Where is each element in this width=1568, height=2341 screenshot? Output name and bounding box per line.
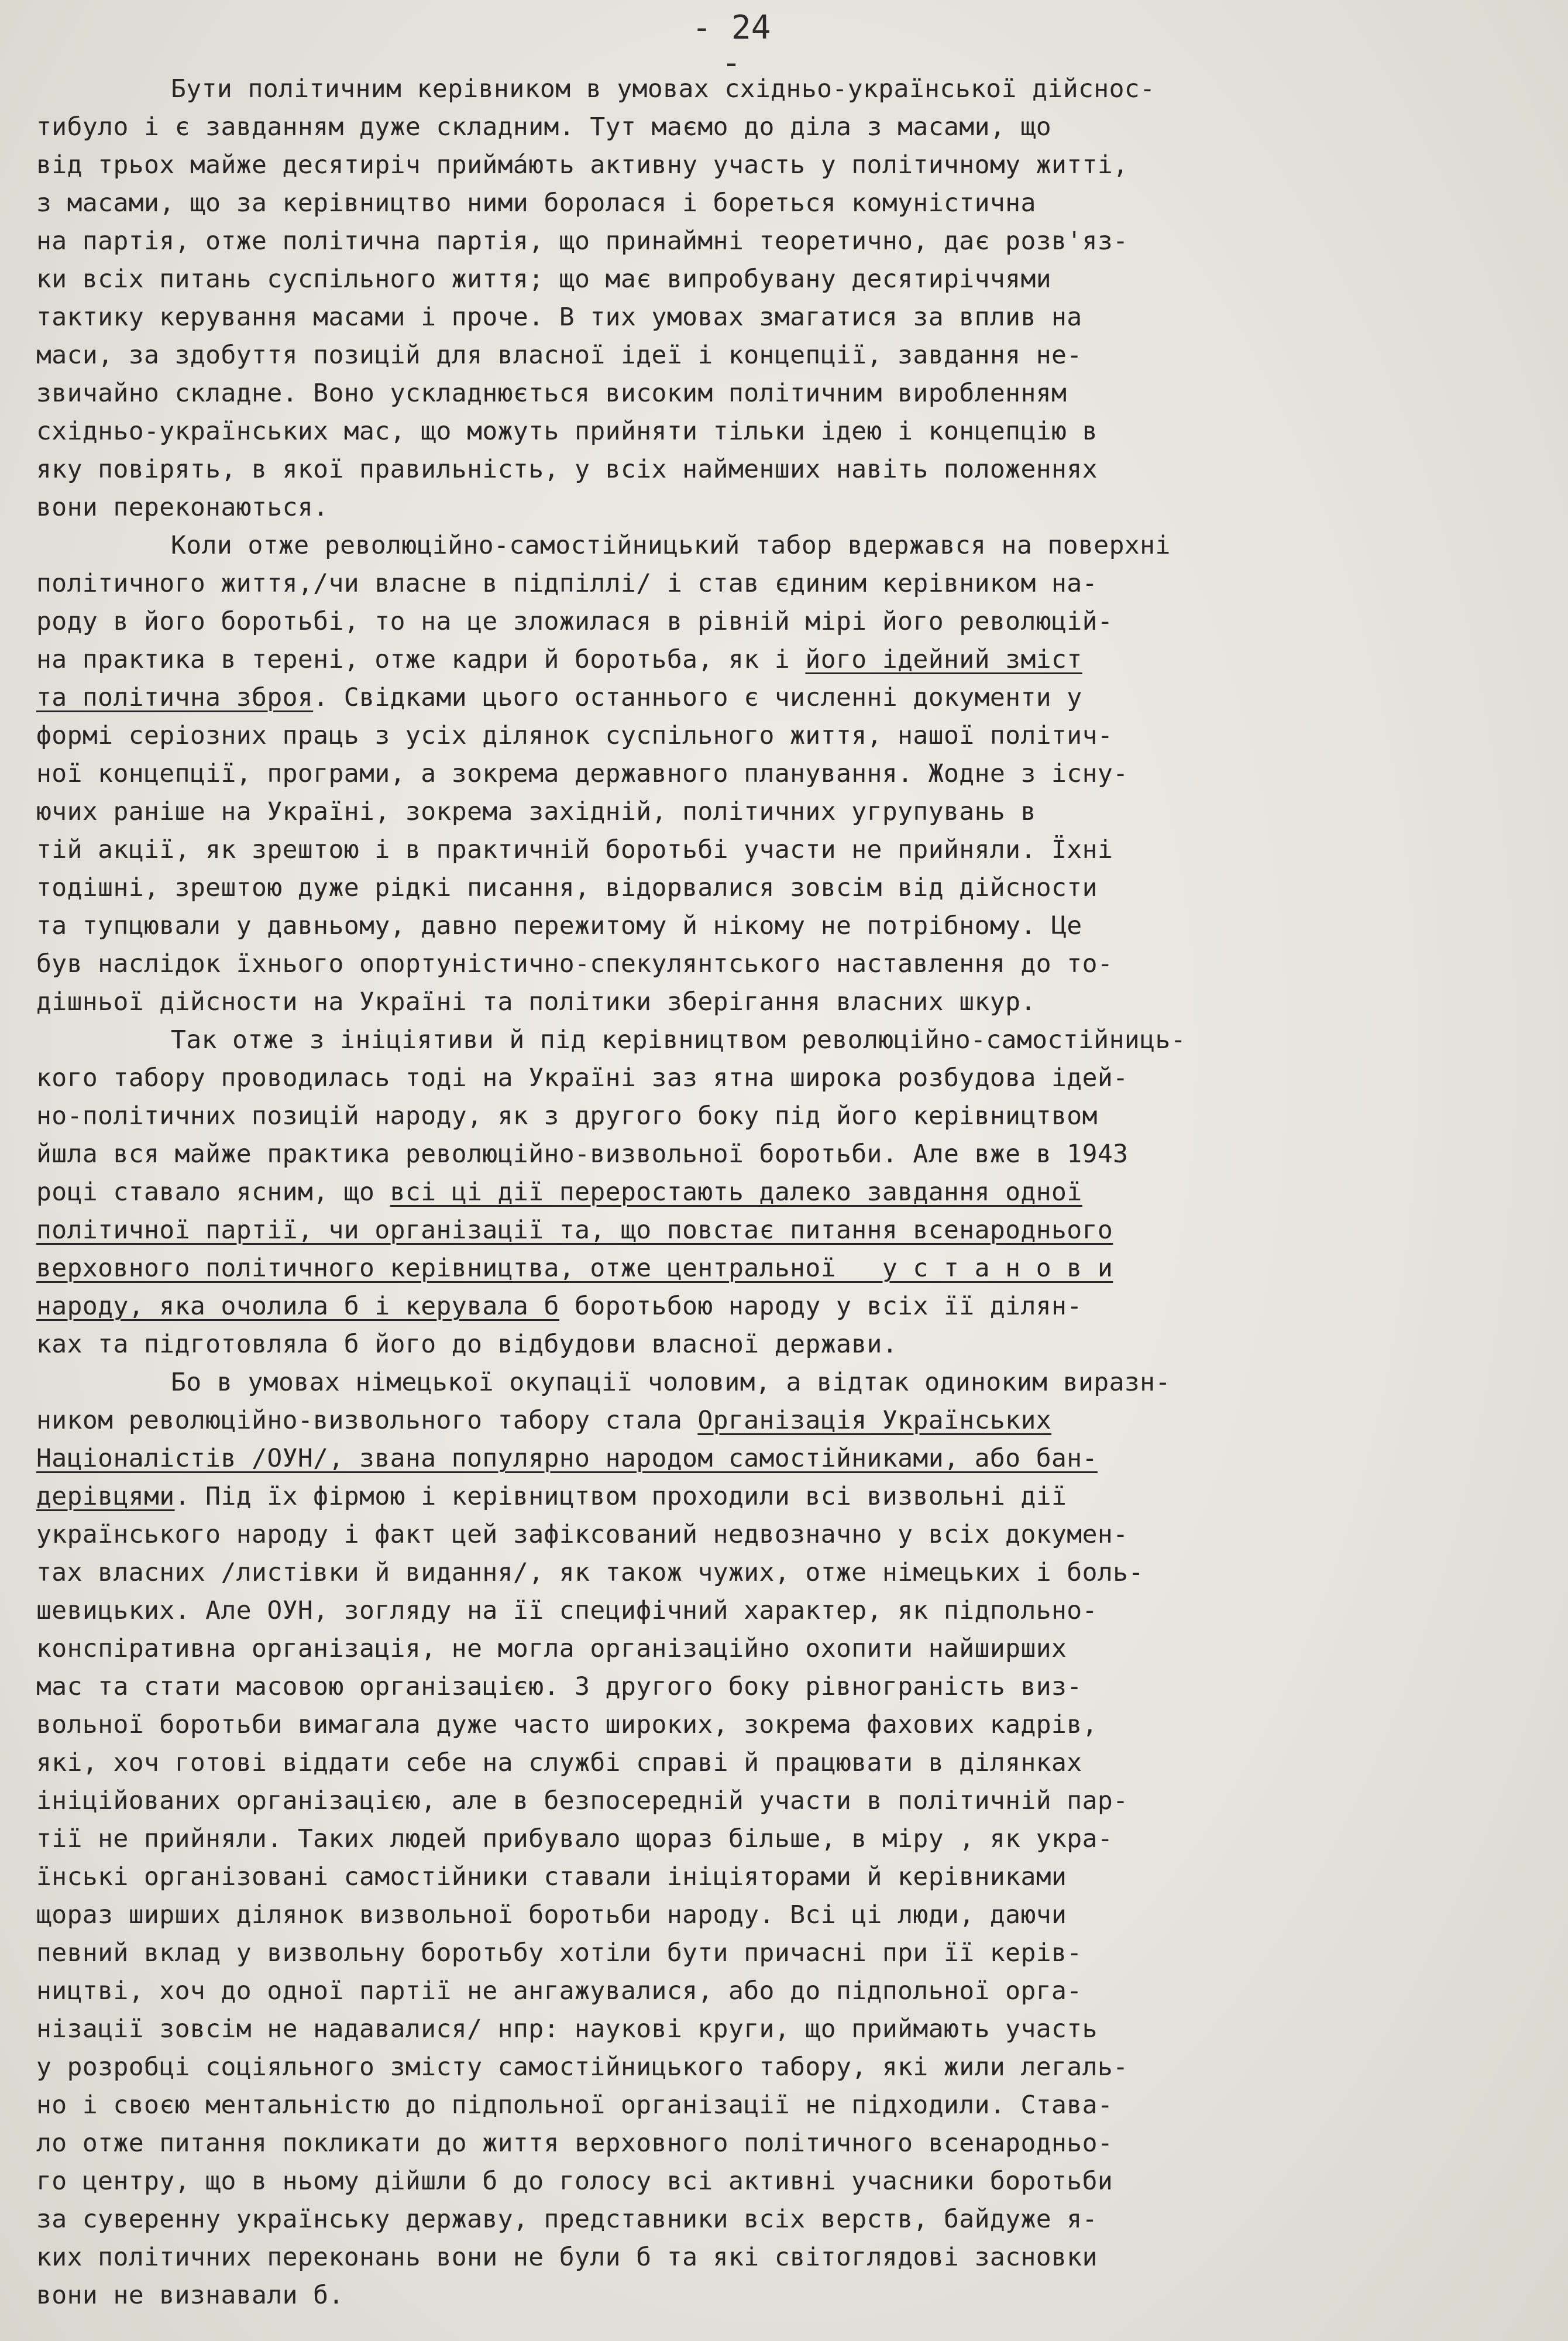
line-text: го центру, що в ньому дійшли б до голосу всі активні учасники боротьби (36, 2167, 1113, 2196)
text-line (36, 451, 1487, 489)
line-text: на партія, отже політична партія, що принаймні теоретично, дає розв'яз- (36, 226, 1129, 256)
line-text: певний вклад у визвольну боротьбу хотіли бути причасні при її керів- (36, 1938, 1082, 1968)
line-text: ючих раніше на Україні, зокрема західній, політичних угрупувань в (36, 797, 1036, 826)
text-line (36, 1097, 1487, 1135)
line-text: ником революційно-визвольного табору стала (36, 1406, 698, 1435)
text-line (36, 1478, 1487, 1516)
line-text: був наслідок їхнього опортуністично-спекулянтського наставлення до то- (36, 949, 1113, 979)
line-text: шевицьких. Але ОУН, зогляду на її специфічний характер, як підпольно- (36, 1596, 1098, 1625)
line-text: Коли отже революційно-самостійницький табор вдержався на поверхні (171, 531, 1171, 560)
text-line (36, 337, 1487, 375)
text-line (36, 1021, 1487, 1059)
text-line (36, 1516, 1487, 1554)
text-line (36, 679, 1487, 717)
line-text: нізації зовсім не надавалися/ нпр: наукові круги, що приймають участь (36, 2014, 1098, 2044)
text-line (36, 983, 1487, 1021)
text-line (36, 2162, 1487, 2201)
text-line (36, 793, 1487, 831)
text-line (36, 375, 1487, 413)
text-line (36, 1288, 1487, 1326)
text-line (36, 1135, 1487, 1173)
line-text: ної концепції, програми, а зокрема державного планування. Жодне з існу- (36, 759, 1129, 788)
underlined-text: Націоналістів /ОУН/, звана популярно народом самостійниками, або бан- (36, 1444, 1098, 1473)
line-text: вони переконаються. (36, 493, 329, 522)
line-text: тій акції, як зрештою і в практичній боротьбі участи не прийняли. Їхні (36, 835, 1113, 864)
text-line (36, 260, 1487, 298)
text-line (36, 2124, 1487, 2162)
line-text: конспіративна організація, не могла організаційно охопити найширших (36, 1634, 1067, 1663)
text-line (36, 1364, 1487, 1402)
line-text: кого табору проводилась тоді на Україні заз ятна широка розбудова ідей- (36, 1063, 1129, 1093)
text-line (36, 1706, 1487, 1744)
text-line (36, 2201, 1487, 2239)
line-text: формі серіозних праць з усіх ділянок суспільного життя, нашої політич- (36, 721, 1113, 750)
text-line (36, 70, 1487, 108)
line-text-tail: боротьбою народу у всіх її ділян- (559, 1292, 1082, 1321)
text-line (36, 222, 1487, 260)
line-text: йшла вся майже практика революційно-визвольної боротьби. Але вже в 1943 (36, 1139, 1129, 1169)
line-text: українського народу і факт цей зафіксований недвозначно у всіх докумен- (36, 1520, 1129, 1549)
text-line (36, 413, 1487, 451)
line-text: тії не прийняли. Таких людей прибувало щораз більше, в міру , як укра- (36, 1824, 1113, 1853)
line-text: ініційованих організацією, але в безпосередній участи в політичній пар- (36, 1786, 1129, 1815)
line-text: дішньої дійсности на Україні та політики зберігання власних шкур. (36, 987, 1036, 1017)
text-line (36, 831, 1487, 869)
line-text: від трьох майже десятиріч прийма́ють активну участь у політичному житті, (36, 150, 1129, 180)
underlined-text: всі ці дії переростають далеко завдання одної (390, 1178, 1082, 1207)
line-text: тибуло і є завданням дуже складним. Тут маємо до діла з масами, що (36, 112, 1052, 142)
text-line (36, 603, 1487, 641)
line-text: ких політичних переконань вони не були б та які світоглядові засновки (36, 2243, 1098, 2272)
text-line (36, 1896, 1487, 1934)
text-line (36, 2239, 1487, 2277)
text-line (36, 1211, 1487, 1250)
line-text: ках та підготовляла б його до відбудови власної держави. (36, 1330, 898, 1359)
underlined-text: та політична зброя (36, 683, 314, 712)
line-text: за суверенну українську державу, представники всіх верств, байдуже я- (36, 2205, 1098, 2234)
line-text: з масами, що за керівництво ними боролася і бореться комуністична (36, 188, 1036, 218)
text-line (36, 489, 1487, 527)
text-line (36, 1173, 1487, 1211)
text-line (36, 565, 1487, 603)
line-text: но і своєю ментальністю до підпольної організації не підходили. Става- (36, 2091, 1113, 2120)
text-line (36, 2277, 1487, 2315)
text-line (36, 1934, 1487, 1972)
line-text-tail: . Під їх фірмою і керівництвом проходили всі визвольні дії (174, 1482, 1067, 1511)
text-line (36, 108, 1487, 146)
line-text: їнські організовані самостійники ставали ініціяторами й керівниками (36, 1862, 1067, 1892)
line-text: ництві, хоч до одної партії не ангажувалися, або до підпольної орга- (36, 1976, 1082, 2006)
underlined-text: верховного політичного керівництва, отже центральної у с т а н о в и (36, 1254, 1113, 1283)
text-line (36, 146, 1487, 184)
line-text: у розробці соціяльного змісту самостійницького табору, які жили легаль- (36, 2052, 1129, 2082)
line-text: вольної боротьби вимагала дуже часто широких, зокрема фахових кадрів, (36, 1710, 1098, 1739)
text-line (36, 1440, 1487, 1478)
line-text: Бо в умовах німецької окупації чоловим, а відтак одиноким виразн- (171, 1368, 1171, 1397)
line-text: маси, за здобуття позицій для власної ідеї і концепції, завдання не- (36, 341, 1082, 370)
line-text: Так отже з ініціятиви й під керівництвом революційно-самостійниць- (171, 1025, 1187, 1055)
line-text: тодішні, зрештою дуже рідкі писання, відорвалися зовсім від дійсности (36, 873, 1098, 902)
text-line (36, 869, 1487, 907)
underlined-text: дерівцями (36, 1482, 175, 1511)
line-text: звичайно складне. Воно ускладнюється високим політичним виробленням (36, 379, 1067, 408)
text-line (36, 641, 1487, 679)
text-line (36, 1668, 1487, 1706)
line-text: ло отже питання покликати до життя верховного політичного всенародньо- (36, 2129, 1113, 2158)
line-text: Бути політичним керівником в умовах східньо-української дійснос- (171, 74, 1156, 104)
text-line (36, 1592, 1487, 1630)
page-number: - 24 - (692, 9, 771, 82)
text-line (36, 1059, 1487, 1097)
line-text: східньо-українських мас, що можуть прийняти тільки ідею і концепцію в (36, 417, 1098, 446)
line-text: яку повірять, в якої правильність, у всіх найменших навіть положеннях (36, 455, 1098, 484)
line-text: ки всіх питань суспільного життя; що має випробувану десятиріччями (36, 265, 1052, 294)
underlined-text: його ідейний зміст (805, 645, 1082, 674)
text-line (36, 1554, 1487, 1592)
text-line (36, 1858, 1487, 1896)
text-line (36, 945, 1487, 983)
line-text: які, хоч готові віддати себе на службі справі й працювати в ділянках (36, 1748, 1082, 1777)
text-line (36, 717, 1487, 755)
text-line (36, 2048, 1487, 2086)
text-line (36, 1782, 1487, 1820)
text-line (36, 527, 1487, 565)
underlined-text: народу, яка очолила б і керувала б (36, 1292, 559, 1321)
line-text: вони не визнавали б. (36, 2281, 344, 2310)
underlined-text: Організація Українських (697, 1406, 1052, 1435)
text-line (36, 907, 1487, 945)
text-line (36, 1972, 1487, 2010)
text-line (36, 1744, 1487, 1782)
text-line (36, 184, 1487, 222)
line-text: роду в його боротьбі, то на це зложилася в рівній мірі його революцій- (36, 607, 1113, 636)
line-text: но-політичних позицій народу, як з другого боку під його керівництвом (36, 1101, 1098, 1131)
line-text: мас та стати масовою організацією. З другого боку рівнограність виз- (36, 1672, 1082, 1701)
text-line (36, 1402, 1487, 1440)
line-text: на практика в терені, отже кадри й боротьба, як і (36, 645, 806, 674)
body-text (36, 70, 1487, 2315)
text-line (36, 1326, 1487, 1364)
line-text-tail: . Свідками цього останнього є численні документи у (313, 683, 1082, 712)
line-text: тах власних /листівки й видання/, як також чужих, отже німецьких і боль- (36, 1558, 1144, 1587)
text-line (36, 1820, 1487, 1858)
text-line (36, 2010, 1487, 2048)
line-text: та тупцювали у давньому, давно пережитому й нікому не потрібному. Це (36, 911, 1082, 940)
line-text: році ставало ясним, що (36, 1178, 390, 1207)
text-line (36, 2086, 1487, 2124)
text-line (36, 1630, 1487, 1668)
underlined-text: політичної партії, чи організації та, що повстає питання всенароднього (36, 1216, 1113, 1245)
line-text: політичного життя,/чи власне в підпіллі/ і став єдиним керівником на- (36, 569, 1098, 598)
text-line (36, 298, 1487, 337)
text-line (36, 755, 1487, 793)
line-text: щораз ширших ділянок визвольної боротьби народу. Всі ці люди, даючи (36, 1900, 1067, 1930)
line-text: тактику керування масами і проче. В тих умовах змагатися за вплив на (36, 303, 1082, 332)
text-line (36, 1250, 1487, 1288)
